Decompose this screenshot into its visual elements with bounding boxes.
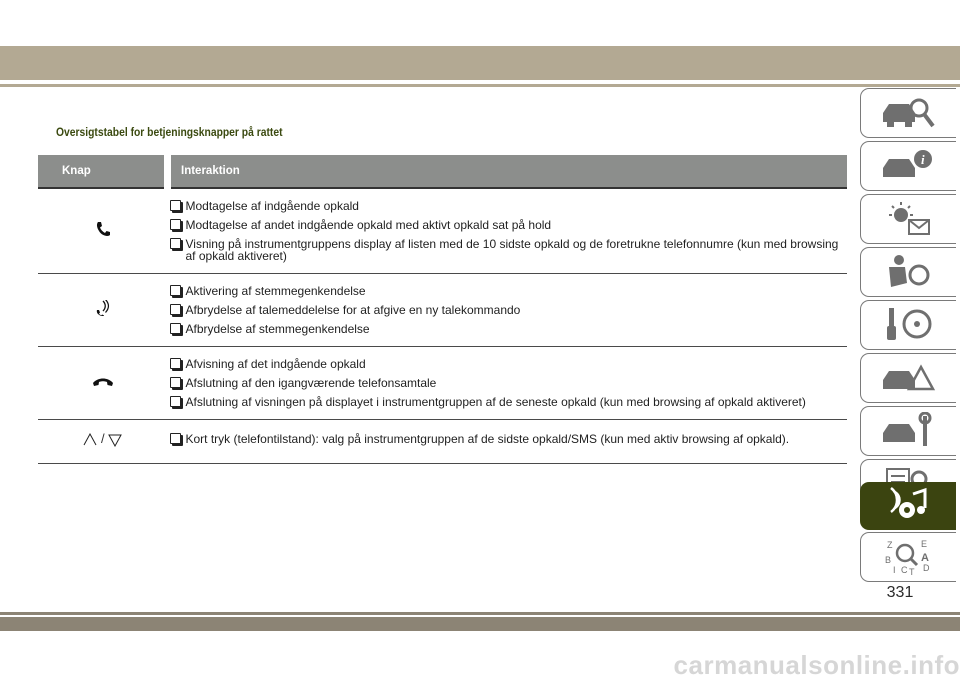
bullet-icon <box>170 200 181 211</box>
interaction-list <box>170 358 842 408</box>
section-title: Oversigtstabel for betjeningsknapper på rattet <box>56 125 283 139</box>
table-row <box>38 274 847 347</box>
tab-multimedia[interactable] <box>860 482 956 530</box>
bottom-rule <box>0 612 960 615</box>
warning-light-message-icon <box>879 200 939 238</box>
svg-text:E: E <box>920 539 927 549</box>
tab-car-search[interactable] <box>860 88 956 138</box>
top-header-rule <box>0 84 960 87</box>
interaction-cell <box>168 420 848 464</box>
watermark-text: carmanualsonline.info <box>673 650 960 680</box>
bullet-icon <box>170 433 181 444</box>
svg-text:T: T <box>908 567 914 577</box>
list-item: Afslutning af den igangværende telefonsamtale <box>170 377 842 389</box>
svg-text:Z: Z <box>886 540 892 550</box>
list-item: Kort tryk (telefontilstand): valg på instrumentgruppen af de sidste opkald/SMS (kun med aktiv browsing af opkald). <box>170 433 842 445</box>
table-row <box>38 188 847 274</box>
voice-command-icon <box>96 303 110 320</box>
arrow-up-icon <box>83 433 97 447</box>
list-item: Modtagelse af andet indgående opkald med aktivt opkald sat på hold <box>170 219 842 231</box>
tab-car-info[interactable] <box>860 141 956 191</box>
svg-text:I: I <box>892 565 896 575</box>
arrow-separator: / <box>100 431 105 446</box>
phone-hangup-icon <box>92 374 114 391</box>
icon-cell <box>38 347 168 420</box>
seat-airbag-icon <box>879 253 939 291</box>
bullet-icon <box>170 358 181 369</box>
bullet-icon <box>170 396 181 407</box>
interaction-cell <box>168 188 848 274</box>
interaction-cell <box>168 274 848 347</box>
svg-text:A: A <box>920 552 929 564</box>
icon-cell <box>38 274 168 347</box>
car-search-icon <box>879 94 939 132</box>
tab-emergency[interactable] <box>860 353 956 403</box>
tab-index[interactable] <box>860 532 956 582</box>
table-header-row <box>38 155 847 188</box>
interaction-list <box>170 285 842 335</box>
icon-cell <box>38 188 168 274</box>
table-row <box>38 420 847 464</box>
car-wrench-icon <box>879 412 939 450</box>
controls-table <box>38 155 847 464</box>
bottom-footer-band <box>0 617 960 631</box>
car-info-icon <box>879 147 939 185</box>
list-item: Visning på instrumentgruppens display af listen med de 10 sidste opkald og de foretrukne telefonnumre (kun med browsing af opkald aktiveret) <box>170 238 842 262</box>
interaction-list <box>170 200 842 262</box>
icon-cell <box>38 420 168 464</box>
list-item: Afvisning af det indgående opkald <box>170 358 842 370</box>
up-down-arrows <box>83 431 122 446</box>
tab-servicing[interactable] <box>860 406 956 456</box>
tab-safety[interactable] <box>860 247 956 297</box>
bullet-icon <box>170 377 181 388</box>
bullet-icon <box>170 238 181 249</box>
car-hazard-icon <box>879 359 939 397</box>
svg-text:B: B <box>884 555 891 565</box>
list-item: Afbrydelse af stemmegenkendelse <box>170 323 842 335</box>
tab-warning-lights[interactable] <box>860 194 956 244</box>
arrow-down-icon <box>108 433 122 447</box>
multimedia-music-icon <box>879 486 939 526</box>
list-item: Afbrydelse af talemeddelelse for at afgive en ny talekommando <box>170 304 842 316</box>
svg-text:C: C <box>900 565 907 575</box>
tab-starting-driving[interactable] <box>860 300 956 350</box>
svg-text:D: D <box>922 563 929 573</box>
column-header-interaction: Interaktion <box>168 155 848 188</box>
phone-answer-icon <box>96 224 110 241</box>
column-header-button: Knap <box>38 155 168 188</box>
bullet-icon <box>170 304 181 315</box>
page-number: 331 <box>886 584 914 601</box>
list-item: Afslutning af visningen på displayet i instrumentgruppen af de seneste opkald (kun med browsing af opkald aktiveret) <box>170 396 842 408</box>
index-search-icon <box>879 537 939 577</box>
interaction-cell <box>168 347 848 420</box>
key-steering-wheel-icon <box>879 306 939 344</box>
list-item: Aktivering af stemmegenkendelse <box>170 285 842 297</box>
interaction-list <box>170 433 842 445</box>
svg-text:i: i <box>920 152 925 167</box>
bullet-icon <box>170 219 181 230</box>
bullet-icon <box>170 285 181 296</box>
table-row <box>38 347 847 420</box>
bullet-icon <box>170 323 181 334</box>
list-item: Modtagelse af indgående opkald <box>170 200 842 212</box>
top-header-band <box>0 46 960 80</box>
